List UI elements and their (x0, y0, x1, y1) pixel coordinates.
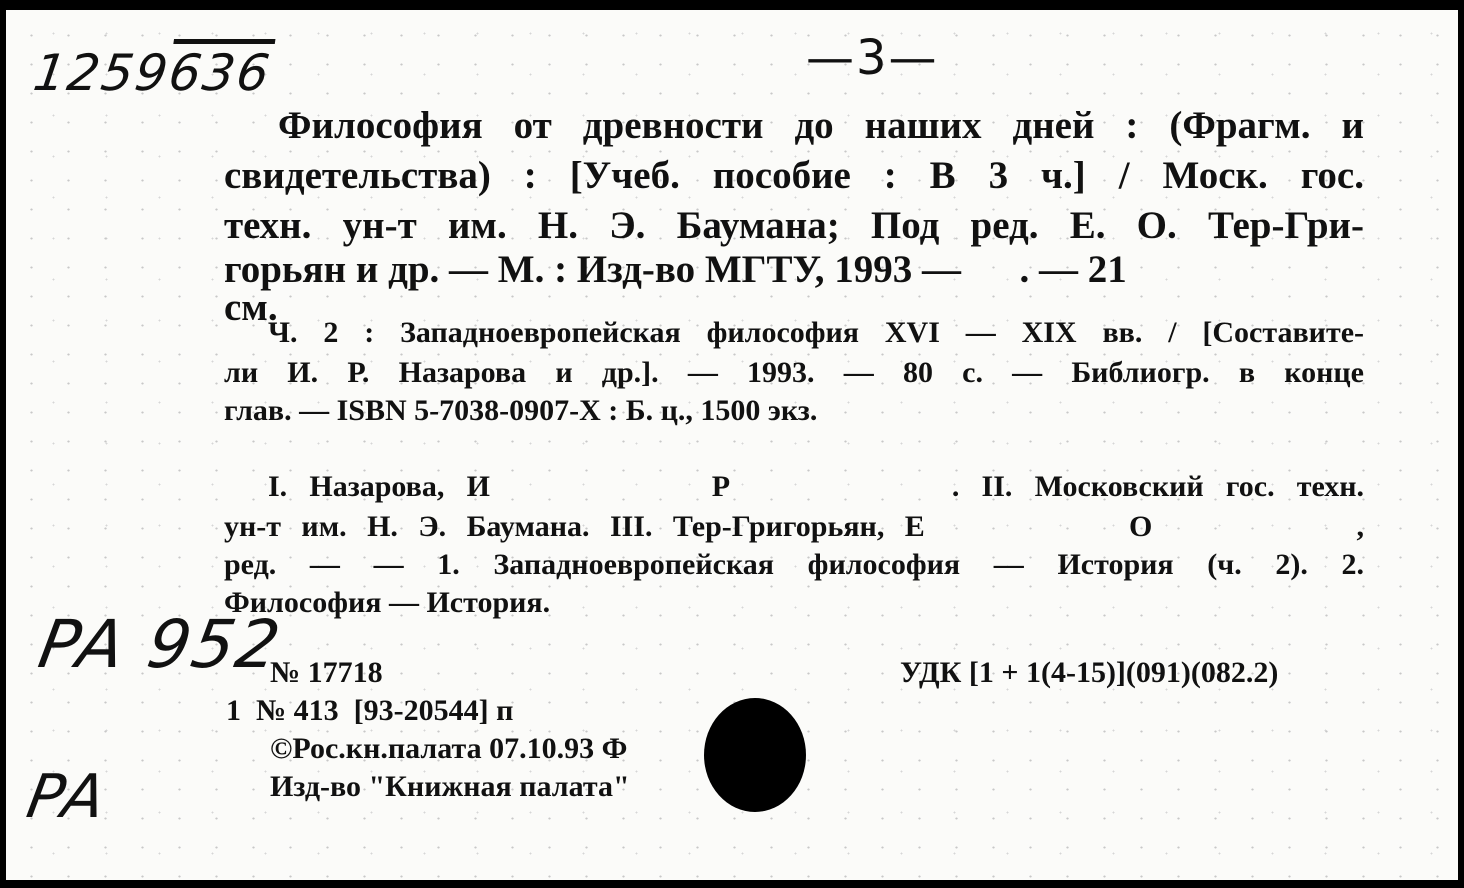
tracing-line: Философия — История. (224, 586, 551, 619)
copyright-line: ©Рос.кн.палата 07.10.93 Ф (270, 732, 628, 765)
publisher-line: Изд-во "Книжная палата" (270, 770, 630, 803)
record-number: 1 № 413 [93-20544] п (226, 694, 514, 727)
volume-entry-line: Ч. 2 : Западноевропейская философия XVI — XIX вв. / [Составите- (268, 316, 1364, 349)
handwritten-page-mark: —3— (806, 30, 939, 86)
main-entry-line: Философия от древности до наших дней : (Фрагм. и (278, 104, 1364, 147)
udc-code: УДК [1 + 1(4-15)](091)(082.2) (900, 656, 1279, 689)
main-entry-line: техн. ун-т им. Н. Э. Баумана; Под ред. Е. О. Тер-Гри- (224, 204, 1364, 247)
handwritten-inventory-number: 1259636 (29, 44, 275, 102)
tracing-line: ред. — — 1. Западноевропейская философия — История (ч. 2). 2. (224, 548, 1364, 581)
main-entry-line: см. (224, 286, 278, 329)
tracing-line: ун-т им. Н. Э. Баумана. III. Тер-Григорьян, Е О , (224, 510, 1364, 543)
main-entry-line: горьян и др. — М. : Изд-во МГТУ, 1993 — . — 21 (224, 248, 1127, 291)
handwritten-shelf-mark: PA 952 (33, 606, 288, 683)
catalog-card (6, 10, 1458, 880)
handwritten-shelf-mark: PA (21, 762, 113, 832)
punch-hole (704, 698, 806, 812)
main-entry-line: свидетельства) : [Учеб. пособие : В 3 ч.] / Моск. гос. (224, 154, 1364, 197)
card-number: № 17718 (270, 656, 383, 689)
tracing-line: I. Назарова, И Р . II. Московский гос. техн. (268, 470, 1364, 503)
volume-entry-line: глав. — ISBN 5-7038-0907-X : Б. ц., 1500 экз. (224, 394, 818, 427)
volume-entry-line: ли И. Р. Назарова и др.]. — 1993. — 80 с. — Библиогр. в конце (224, 356, 1364, 389)
